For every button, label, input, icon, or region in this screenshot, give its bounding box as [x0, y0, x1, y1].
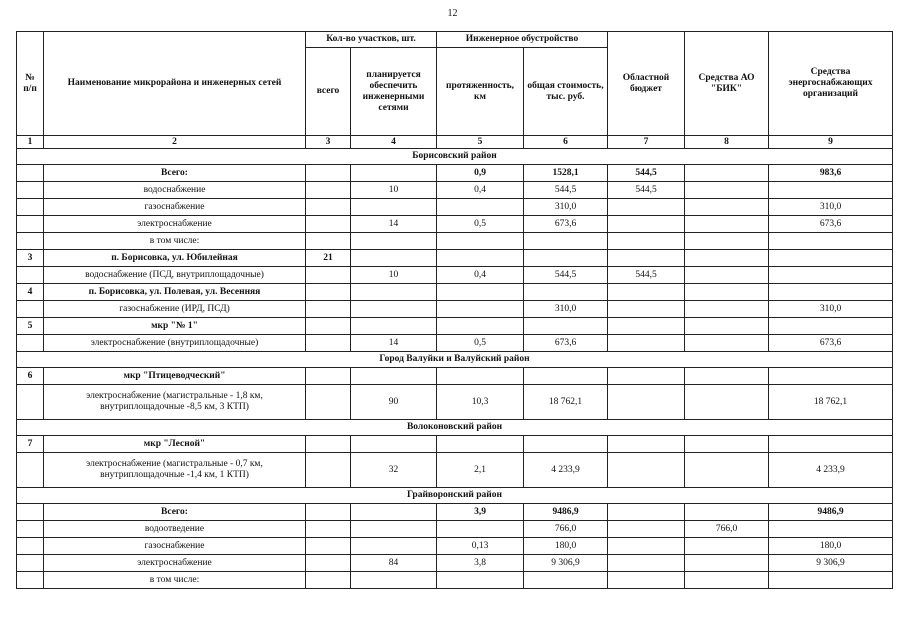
- table-cell: Всего:: [44, 504, 306, 521]
- table-cell: 180,0: [524, 538, 608, 555]
- table-cell: [351, 521, 437, 538]
- table-cell: 14: [351, 335, 437, 352]
- table-cell: [351, 538, 437, 555]
- header-group-engineering: Инженерное обустройство: [437, 32, 608, 48]
- header-length: протяженность, км: [437, 48, 524, 136]
- table-cell: электроснабжение: [44, 555, 306, 572]
- table-cell: мкр "№ 1": [44, 318, 306, 335]
- table-cell: [524, 572, 608, 589]
- table-cell: [351, 318, 437, 335]
- table-cell: п. Борисовка, ул. Юбилейная: [44, 250, 306, 267]
- district-row: [17, 250, 893, 267]
- table-cell: [306, 555, 351, 572]
- table-cell: [608, 572, 685, 589]
- table-cell: водоотведение: [44, 521, 306, 538]
- table-cell: в том числе:: [44, 233, 306, 250]
- table-cell: [685, 335, 769, 352]
- section-header-row: [17, 149, 893, 165]
- table-cell: [769, 250, 893, 267]
- column-number: 6: [524, 136, 608, 149]
- table-cell: [685, 538, 769, 555]
- table-cell: [17, 335, 44, 352]
- table-cell: [608, 521, 685, 538]
- table-cell: [306, 572, 351, 589]
- column-number: 9: [769, 136, 893, 149]
- district-row: [17, 318, 893, 335]
- table-cell: [685, 504, 769, 521]
- table-cell: [351, 284, 437, 301]
- table-cell: [306, 301, 351, 318]
- district-row: [17, 436, 893, 453]
- header-energy-funds: Средства энергоснабжающих организаций: [769, 32, 893, 136]
- table-cell: электроснабжение (внутриплощадочные): [44, 335, 306, 352]
- table-cell: [608, 453, 685, 488]
- table-cell: 6: [17, 368, 44, 385]
- table-row: [17, 233, 893, 250]
- table-cell: мкр "Птицеводческий": [44, 368, 306, 385]
- table-row: [17, 335, 893, 352]
- table-cell: 673,6: [524, 335, 608, 352]
- table-cell: [306, 165, 351, 182]
- table-cell: 544,5: [608, 182, 685, 199]
- table-cell: [608, 436, 685, 453]
- table-cell: [17, 267, 44, 284]
- table-cell: [17, 301, 44, 318]
- table-cell: п. Борисовка, ул. Полевая, ул. Весенняя: [44, 284, 306, 301]
- table-cell: [608, 250, 685, 267]
- table-cell: [769, 368, 893, 385]
- table-cell: [306, 233, 351, 250]
- table-cell: 3: [17, 250, 44, 267]
- table-cell: [17, 165, 44, 182]
- table-cell: [437, 199, 524, 216]
- table-cell: [351, 250, 437, 267]
- table-cell: 3,8: [437, 555, 524, 572]
- table-cell: водоснабжение: [44, 182, 306, 199]
- table-cell: [351, 199, 437, 216]
- table-cell: электроснабжение (магистральные - 1,8 км, внутриплощадочные -8,5 км, 3 КТП): [44, 385, 306, 420]
- table-cell: электроснабжение (магистральные - 0,7 км, внутриплощадочные -1,4 км, 1 КТП): [44, 453, 306, 488]
- table-cell: 84: [351, 555, 437, 572]
- table-cell: 0,4: [437, 267, 524, 284]
- table-cell: 7: [17, 436, 44, 453]
- table-cell: 544,5: [608, 165, 685, 182]
- table-cell: [524, 250, 608, 267]
- table-cell: 673,6: [769, 335, 893, 352]
- table-cell: мкр "Лесной": [44, 436, 306, 453]
- section-header-row: [17, 488, 893, 504]
- table-cell: [306, 267, 351, 284]
- table-cell: [608, 216, 685, 233]
- header-plots-total: всего: [306, 48, 351, 136]
- table-cell: [306, 368, 351, 385]
- table-cell: [769, 284, 893, 301]
- table-cell: [306, 436, 351, 453]
- table-cell: [17, 182, 44, 199]
- table-row: [17, 199, 893, 216]
- section-header-row: [17, 420, 893, 436]
- header-number: № п/п: [17, 32, 44, 136]
- table-cell: [306, 521, 351, 538]
- header-bik-funds: Средства АО "БИК": [685, 32, 769, 136]
- table-cell: [524, 233, 608, 250]
- table-cell: [306, 453, 351, 488]
- table-cell: 766,0: [524, 521, 608, 538]
- table-cell: [608, 284, 685, 301]
- column-number: 7: [608, 136, 685, 149]
- table-row: [17, 301, 893, 318]
- table-cell: [685, 233, 769, 250]
- table-cell: [685, 199, 769, 216]
- table-cell: [769, 233, 893, 250]
- district-row: [17, 368, 893, 385]
- table-cell: 10,3: [437, 385, 524, 420]
- table-cell: 90: [351, 385, 437, 420]
- table-cell: 3,9: [437, 504, 524, 521]
- table-cell: 673,6: [524, 216, 608, 233]
- table-cell: [306, 199, 351, 216]
- table-cell: [685, 165, 769, 182]
- table-cell: [306, 538, 351, 555]
- table-cell: [769, 521, 893, 538]
- table-cell: [17, 233, 44, 250]
- section-title: Город Валуйки и Валуйский район: [17, 352, 893, 368]
- table-cell: 4 233,9: [524, 453, 608, 488]
- table-cell: [351, 301, 437, 318]
- column-number-row: [17, 136, 893, 149]
- table-cell: 1528,1: [524, 165, 608, 182]
- table-row: [17, 182, 893, 199]
- table-cell: [437, 301, 524, 318]
- table-cell: [524, 436, 608, 453]
- header-regional-budget: Областной бюджет: [608, 32, 685, 136]
- table-cell: [608, 555, 685, 572]
- column-number: 1: [17, 136, 44, 149]
- table-cell: 310,0: [769, 199, 893, 216]
- table-cell: 32: [351, 453, 437, 488]
- table-cell: [17, 385, 44, 420]
- table-cell: [769, 318, 893, 335]
- table-cell: 310,0: [769, 301, 893, 318]
- table-cell: [685, 368, 769, 385]
- table-cell: [524, 284, 608, 301]
- table-cell: [685, 284, 769, 301]
- table-cell: [769, 182, 893, 199]
- table-cell: [685, 182, 769, 199]
- table-cell: водоснабжение (ПСД, внутриплощадочные): [44, 267, 306, 284]
- column-number: 5: [437, 136, 524, 149]
- table-cell: [17, 521, 44, 538]
- table-cell: [608, 504, 685, 521]
- header-name: Наименование микрорайона и инженерных сетей: [44, 32, 306, 136]
- table-cell: [437, 233, 524, 250]
- section-title: Волоконовский район: [17, 420, 893, 436]
- table-header: [17, 32, 893, 149]
- table-row: [17, 538, 893, 555]
- table-row: [17, 521, 893, 538]
- table-cell: [608, 538, 685, 555]
- table-cell: [769, 436, 893, 453]
- table-cell: [685, 385, 769, 420]
- column-number: 3: [306, 136, 351, 149]
- table-cell: [351, 233, 437, 250]
- table-cell: [17, 199, 44, 216]
- table-cell: 983,6: [769, 165, 893, 182]
- table-cell: 673,6: [769, 216, 893, 233]
- table-row: [17, 453, 893, 488]
- table-cell: [17, 453, 44, 488]
- table-cell: [351, 504, 437, 521]
- section-title: Грайворонский район: [17, 488, 893, 504]
- table-cell: [306, 318, 351, 335]
- table-cell: 18 762,1: [769, 385, 893, 420]
- table-cell: 4: [17, 284, 44, 301]
- table-cell: 0,9: [437, 165, 524, 182]
- table-cell: [437, 284, 524, 301]
- table-body: [17, 149, 893, 589]
- table-cell: [608, 385, 685, 420]
- table-cell: [524, 368, 608, 385]
- table-cell: [17, 504, 44, 521]
- table-cell: 4 233,9: [769, 453, 893, 488]
- header-plots-planned: планируется обеспечить инженерными сетями: [351, 48, 437, 136]
- table-cell: 0,5: [437, 216, 524, 233]
- table-cell: [685, 572, 769, 589]
- district-row: [17, 284, 893, 301]
- table-cell: [17, 555, 44, 572]
- table-cell: 10: [351, 182, 437, 199]
- section-header-row: [17, 352, 893, 368]
- infrastructure-table: [16, 31, 893, 589]
- table-cell: [608, 301, 685, 318]
- column-number: 8: [685, 136, 769, 149]
- page-number: 12: [447, 8, 458, 19]
- table-cell: [437, 521, 524, 538]
- table-cell: электроснабжение: [44, 216, 306, 233]
- table-cell: [306, 216, 351, 233]
- table-cell: [769, 572, 893, 589]
- table-cell: [17, 572, 44, 589]
- table-cell: [685, 436, 769, 453]
- table-cell: 766,0: [685, 521, 769, 538]
- table-cell: 14: [351, 216, 437, 233]
- table-cell: [608, 233, 685, 250]
- table-row: [17, 267, 893, 284]
- table-cell: 10: [351, 267, 437, 284]
- table-cell: [608, 318, 685, 335]
- table-cell: [524, 318, 608, 335]
- table-cell: [306, 182, 351, 199]
- table-row: [17, 385, 893, 420]
- table-cell: 9 306,9: [769, 555, 893, 572]
- table-cell: 18 762,1: [524, 385, 608, 420]
- table-cell: [685, 453, 769, 488]
- table-cell: [17, 538, 44, 555]
- table-cell: 2,1: [437, 453, 524, 488]
- table-cell: [306, 504, 351, 521]
- table-cell: газоснабжение (ИРД, ПСД): [44, 301, 306, 318]
- table-cell: [437, 436, 524, 453]
- table-cell: 180,0: [769, 538, 893, 555]
- table-cell: 21: [306, 250, 351, 267]
- table-cell: 5: [17, 318, 44, 335]
- table-cell: [437, 250, 524, 267]
- table-cell: 9486,9: [524, 504, 608, 521]
- table-cell: [685, 250, 769, 267]
- total-row: [17, 504, 893, 521]
- table-cell: [437, 572, 524, 589]
- table-cell: 9 306,9: [524, 555, 608, 572]
- table-cell: [685, 301, 769, 318]
- table-cell: [685, 318, 769, 335]
- table-cell: [685, 267, 769, 284]
- table-cell: [685, 216, 769, 233]
- table-cell: [306, 284, 351, 301]
- table-cell: [608, 335, 685, 352]
- table-cell: [769, 267, 893, 284]
- table-cell: 0,5: [437, 335, 524, 352]
- total-row: [17, 165, 893, 182]
- table-cell: [685, 555, 769, 572]
- table-cell: [351, 165, 437, 182]
- table-cell: [351, 368, 437, 385]
- section-title: Борисовский район: [17, 149, 893, 165]
- header-group-plots: Кол-во участков, шт.: [306, 32, 437, 48]
- table-cell: газоснабжение: [44, 199, 306, 216]
- table-cell: [437, 368, 524, 385]
- table-cell: [437, 318, 524, 335]
- table-cell: 310,0: [524, 301, 608, 318]
- table-cell: [608, 199, 685, 216]
- table-cell: [17, 216, 44, 233]
- column-number: 4: [351, 136, 437, 149]
- table-cell: [306, 385, 351, 420]
- table-cell: 310,0: [524, 199, 608, 216]
- table-row: [17, 555, 893, 572]
- column-number: 2: [44, 136, 306, 149]
- table-row: [17, 572, 893, 589]
- table-cell: 0,13: [437, 538, 524, 555]
- table-cell: [306, 335, 351, 352]
- table-cell: [351, 572, 437, 589]
- table-cell: Всего:: [44, 165, 306, 182]
- table-cell: 9486,9: [769, 504, 893, 521]
- table-cell: 544,5: [608, 267, 685, 284]
- table-cell: [351, 436, 437, 453]
- table-cell: [608, 368, 685, 385]
- table-cell: 544,5: [524, 182, 608, 199]
- table-cell: 544,5: [524, 267, 608, 284]
- table-cell: газоснабжение: [44, 538, 306, 555]
- table-cell: в том числе:: [44, 572, 306, 589]
- header-cost: общая стоимость, тыс. руб.: [524, 48, 608, 136]
- table-row: [17, 216, 893, 233]
- table-cell: 0,4: [437, 182, 524, 199]
